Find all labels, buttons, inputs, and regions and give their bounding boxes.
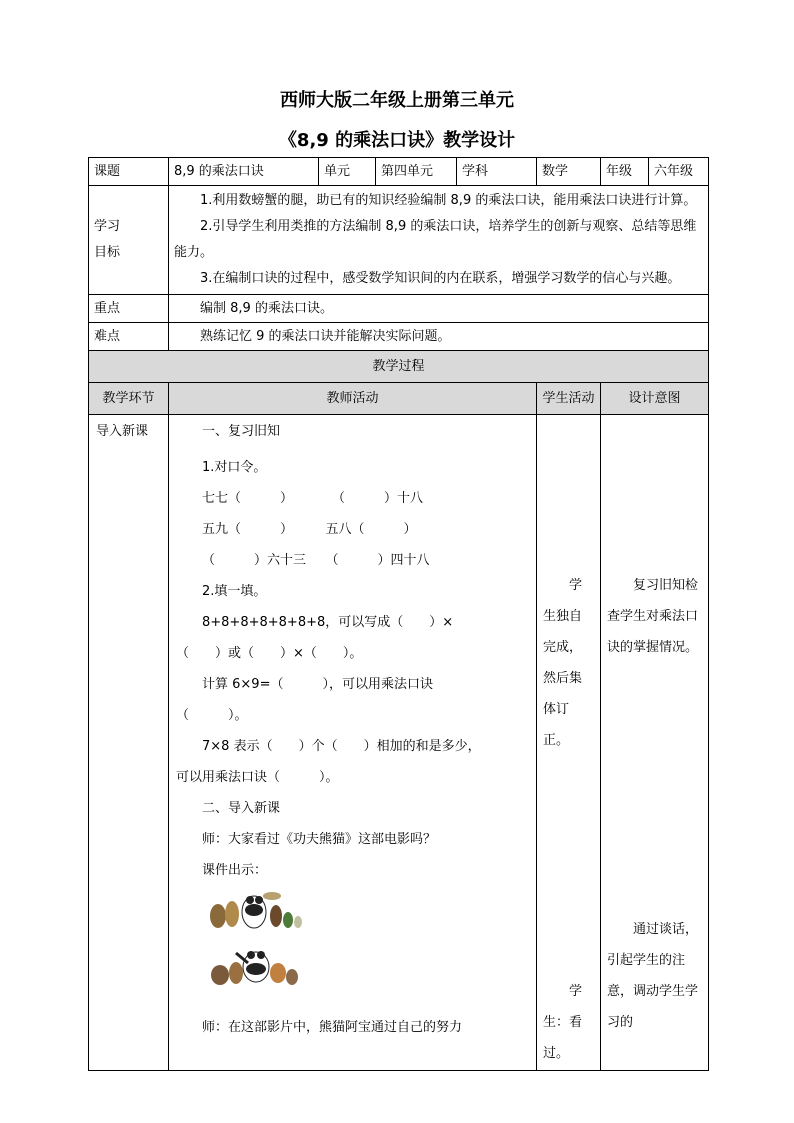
goals-label-line2: 目标 xyxy=(94,245,121,260)
key-point-label: 重点 xyxy=(89,295,169,323)
teacher-line: （ ）或（ ）×（ ）。 xyxy=(176,646,363,661)
key-point-row xyxy=(89,295,709,323)
panda-action-picture-icon xyxy=(206,943,306,991)
unit-value: 第四单元 xyxy=(376,158,457,186)
teacher-line: 7×8 表示（ ）个（ ）相加的和是多少， xyxy=(202,739,481,754)
kung-fu-panda-image-2 xyxy=(176,943,529,998)
goal-item: 1.利用数螃蟹的腿，助已有的知识经验编制 8,9 的乘法口诀，能用乘法口诀进行计算。 xyxy=(200,193,697,208)
teacher-line: 七七（ ） （ ）十八 xyxy=(202,491,424,506)
process-section-row xyxy=(89,351,709,383)
grade-value: 六年级 xyxy=(649,158,709,186)
intent-text-2: 通过谈话，引起学生的注意，调动学生学习的 xyxy=(607,922,699,1030)
document-title-line2: 《8,9 的乘法口诀》教学设计 xyxy=(278,130,516,151)
teacher-line: 8+8+8+8+8+8+8，可以写成（ ）× xyxy=(202,615,454,630)
subject-value: 数学 xyxy=(537,158,601,186)
info-row xyxy=(89,158,709,186)
student-text-1: 学生独自完成，然后集体订正。 xyxy=(543,578,583,748)
teacher-line: 二、导入新课 xyxy=(202,801,281,816)
process-header-row xyxy=(89,383,709,415)
topic-label: 课题 xyxy=(89,158,169,186)
unit-label: 单元 xyxy=(319,158,376,186)
teacher-line: 一、复习旧知 xyxy=(202,424,281,439)
goal-item: 2.引导学生利用类推的方法编制 8,9 的乘法口诀，培养学生的创新与观察、总结等思维能力。 xyxy=(174,219,697,260)
goals-label xyxy=(89,186,169,295)
teacher-line: 师：在这部影片中，熊猫阿宝通过自己的努力 xyxy=(202,1020,463,1035)
process-body-row xyxy=(89,415,709,1071)
process-section-title: 教学过程 xyxy=(89,351,709,383)
teacher-activity-cell xyxy=(169,415,537,1071)
kung-fu-panda-image-1 xyxy=(176,886,529,939)
panda-group-picture-icon xyxy=(206,886,306,932)
teacher-line: 可以用乘法口诀（ ）。 xyxy=(176,770,339,785)
goals-row xyxy=(89,186,709,295)
teacher-line: 2.填一填。 xyxy=(202,584,267,599)
goal-item: 3.在编制口诀的过程中，感受数学知识间的内在联系，增强学习数学的信心与兴趣。 xyxy=(200,271,681,286)
intent-text-1: 复习旧知检查学生对乘法口诀的掌握情况。 xyxy=(607,578,699,655)
stage-cell xyxy=(89,415,169,1071)
col-student-header: 学生活动 xyxy=(537,383,601,415)
stage-name: 导入新课 xyxy=(96,424,149,439)
col-intent-header: 设计意图 xyxy=(601,383,709,415)
document-title-line1: 西师大版二年级上册第三单元 xyxy=(280,90,514,111)
lesson-plan-table xyxy=(88,157,708,1071)
teacher-line: 五九（ ） 五八（ ） xyxy=(202,522,417,537)
teacher-line: （ ）六十三 （ ）四十八 xyxy=(202,553,430,568)
student-activity-cell xyxy=(537,415,601,1071)
grade-label: 年级 xyxy=(601,158,649,186)
difficulty-label: 难点 xyxy=(89,323,169,351)
key-point-value: 编制 8,9 的乘法口诀。 xyxy=(169,295,709,323)
goals-content xyxy=(169,186,709,295)
topic-value: 8,9 的乘法口诀 xyxy=(169,158,319,186)
subject-label: 学科 xyxy=(457,158,537,186)
teacher-line: 课件出示： xyxy=(202,863,268,878)
goals-label-line1: 学习 xyxy=(94,219,121,234)
teacher-line: 1.对口令。 xyxy=(202,460,267,475)
teacher-line: （ ）。 xyxy=(176,708,248,723)
student-text-2: 学生：看过。 xyxy=(543,984,583,1061)
teacher-line: 计算 6×9=（ ），可以用乘法口诀 xyxy=(202,677,433,692)
design-intent-cell xyxy=(601,415,709,1071)
difficulty-row xyxy=(89,323,709,351)
teacher-line: 师：大家看过《功夫熊猫》这部电影吗？ xyxy=(202,832,437,847)
difficulty-value: 熟练记忆 9 的乘法口诀并能解决实际问题。 xyxy=(169,323,709,351)
col-stage-header: 教学环节 xyxy=(89,383,169,415)
col-teacher-header: 教师活动 xyxy=(169,383,537,415)
